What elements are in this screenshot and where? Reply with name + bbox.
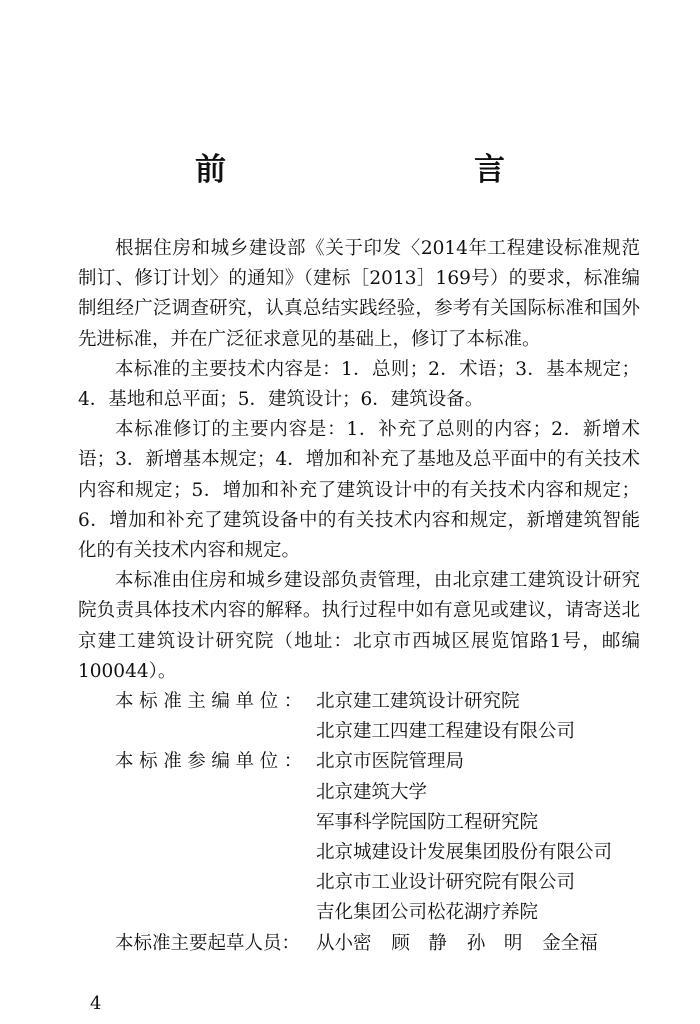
drafters-section: [78, 929, 640, 959]
participating-editor-unit: 吉化集团公司松花湖疗养院: [316, 902, 539, 924]
participating-editor-row: [78, 898, 640, 928]
paragraph-main-content: 本标准的主要技术内容是：1．总则；2．术语；3．基本规定；4．基地和总平面；5．建筑设计；6．建筑设备。: [78, 358, 640, 411]
chief-editor-section: [78, 687, 640, 747]
participating-editor-unit: 北京市工业设计研究院有限公司: [316, 872, 576, 894]
drafters-names: [316, 929, 640, 959]
chief-editor-row: [78, 687, 640, 717]
paragraph-management: 本标准由住房和城乡建设部负责管理，由北京建工建筑设计研究院负责具体技术内容的解释。执行过程中如有意见或建议，请寄送北京建工建筑设计研究院（地址：北京市西城区展览馆路1号，邮编100044）。: [78, 570, 640, 682]
participating-editor-unit: 北京市医院管理局: [316, 751, 465, 773]
participating-editor-label: 本标准参编单位：: [115, 751, 308, 773]
page-title: 前 言: [195, 152, 567, 188]
drafters-label: 本标准主要起草人员：: [115, 932, 301, 954]
paragraph-background: 根据住房和城乡建设部《关于印发〈2014年工程建设标准规范制订、修订计划〉的通知》（建标［2013］169号）的要求，标准编制组经广泛调查研究，认真总结实践经验，参考有关国际标准和国外先进标准，并在广泛征求意见的基础上，修订了本标准。: [78, 238, 640, 350]
participating-editor-row: [78, 747, 640, 777]
participating-editor-row: [78, 778, 640, 808]
participating-editor-row: [78, 838, 640, 868]
participating-editor-unit: 军事科学院国防工程研究院: [316, 811, 539, 833]
participating-editor-row: [78, 808, 640, 838]
chief-editor-unit: 北京建工建筑设计研究院: [316, 691, 520, 713]
drafters-row: [78, 929, 640, 959]
drafter-name: 金全福: [542, 932, 598, 954]
drafter-name: 孙 明: [466, 932, 523, 954]
paragraph-revisions: 本标准修订的主要内容是：1．补充了总则的内容；2．新增术语；3．新增基本规定；4．增加和补充了基地及总平面中的有关技术内容和规定；5．增加和补充了建筑设计中的有关技术内容和规定；6．增加和补充了建筑设备中的有关技术内容和规定，新增建筑智能化的有关技术内容和规定。: [78, 419, 640, 562]
drafter-name: 顾 静: [391, 932, 447, 954]
drafter-name: 从小密: [316, 932, 372, 954]
page-number: 4: [90, 993, 102, 1014]
preface-body: [78, 234, 640, 959]
participating-editor-row: [78, 868, 640, 898]
participating-editor-unit: 北京城建设计发展集团股份有限公司: [316, 841, 613, 863]
chief-editor-unit: 北京建工四建工程建设有限公司: [316, 721, 576, 743]
chief-editor-label: 本标准主编单位：: [115, 691, 308, 713]
participating-editor-section: [78, 747, 640, 928]
chief-editor-row: [78, 717, 640, 747]
participating-editor-unit: 北京建筑大学: [316, 781, 428, 803]
